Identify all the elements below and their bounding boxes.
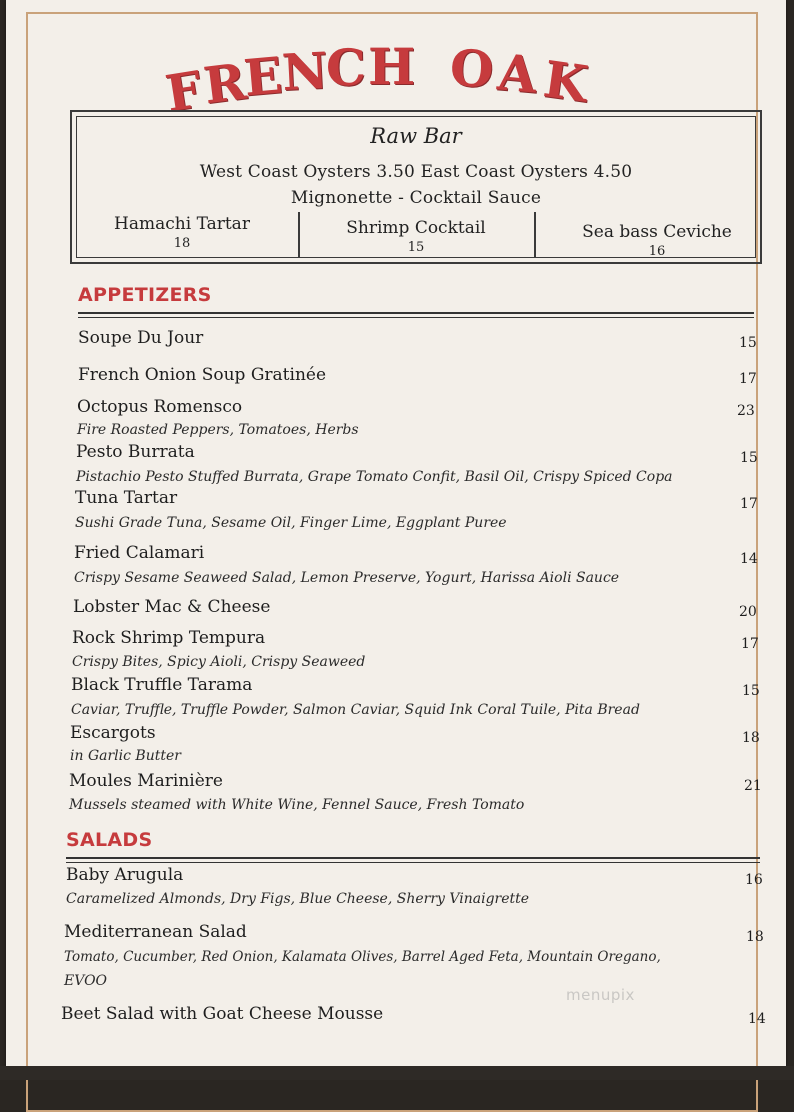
title-letter: R [200,51,250,116]
raw-bar-divider [298,212,300,258]
raw-bar-item-name: Sea bass Ceviche [582,222,732,242]
title-letter: O [448,37,496,100]
dish-price: 21 [744,778,762,794]
dish-name: French Onion Soup Gratinée [78,365,327,385]
raw-bar-item-price: 15 [407,240,425,255]
salads-heading: SALADS [66,829,153,851]
dish-price: 15 [742,683,760,699]
dish-description: Tomato, Cucumber, Red Onion, Kalamata Olives, Barrel Aged Feta, Mountain Oregano, [64,949,661,965]
dish-name: Octopus Romensco [77,397,243,417]
salads-rule [66,857,760,863]
raw-bar-item-price: 18 [173,236,191,251]
appetizers-rule [78,312,754,318]
dish-price: 17 [741,636,759,652]
dish-price: 23 [737,403,755,419]
dish-price: 14 [748,1011,766,1027]
dish-name: Soupe Du Jour [78,328,204,348]
dish-description: Mussels steamed with White Wine, Fennel Sauce, Fresh Tomato [69,797,525,813]
dish-price: 15 [739,335,757,351]
raw-bar-box [70,110,762,264]
title-letter: F [161,59,206,124]
appetizers-heading: APPETIZERS [78,284,212,306]
dish-name: Baby Arugula [66,865,184,885]
dish-price: 15 [740,450,758,466]
title-letter: H [368,37,416,96]
dish-name: Mediterranean Salad [64,922,247,942]
dish-price: 18 [746,929,764,945]
dish-description: Fire Roasted Peppers, Tomatoes, Herbs [77,422,359,438]
title-letter: E [241,45,285,108]
dish-description: Caramelized Almonds, Dry Figs, Blue Cheese, Sherry Vinaigrette [66,891,530,907]
raw-bar-title: Raw Bar [370,124,462,148]
dish-description: Caviar, Truffle, Truffle Powder, Salmon Caviar, Squid Ink Coral Tuile, Pita Bread [71,702,640,718]
title-letter: A [495,42,540,105]
dish-name: Rock Shrimp Tempura [72,628,266,648]
dish-name: Lobster Mac & Cheese [73,597,271,617]
dish-description: in Garlic Butter [70,748,181,764]
raw-bar-item [326,218,506,255]
dish-name: Beet Salad with Goat Cheese Mousse [61,1004,384,1024]
dish-name: Black Truffle Tarama [71,675,253,695]
raw-bar-sauces: Mignonette - Cocktail Sauce [290,188,542,208]
dish-description: Crispy Sesame Seaweed Salad, Lemon Preserve, Yogurt, Harissa Aioli Sauce [74,570,620,586]
dish-name: Fried Calamari [74,543,205,563]
dish-description: Crispy Bites, Spicy Aioli, Crispy Seaweed [72,654,366,670]
dish-name: Tuna Tartar [75,488,178,508]
raw-bar-item-name: Hamachi Tartar [114,214,250,234]
dish-price: 18 [742,730,760,746]
dish-price: 17 [740,496,758,512]
dish-description: Sushi Grade Tuna, Sesame Oil, Finger Lime, Eggplant Puree [75,515,507,531]
table-surface [0,1066,794,1080]
dish-name: Escargots [70,723,156,743]
raw-bar-oysters: West Coast Oysters 3.50 East Coast Oysters 4.50 [199,162,633,182]
title-letter: C [325,37,367,98]
dish-price: 20 [739,604,757,620]
dish-price: 14 [740,551,758,567]
raw-bar-divider [534,212,536,258]
dish-price: 17 [739,371,757,387]
title-letter: N [280,40,330,103]
dish-name: Moules Marinière [69,771,223,791]
title-letter: K [540,49,592,114]
raw-bar-item-price: 16 [648,244,666,259]
dish-name: Pesto Burrata [76,442,195,462]
dish-description: Pistachio Pesto Stuffed Burrata, Grape Tomato Confit, Basil Oil, Crispy Spiced Copa [76,469,673,485]
raw-bar-item [562,222,752,259]
raw-bar-item-name: Shrimp Cocktail [346,218,486,238]
dish-price: 16 [745,872,763,888]
dish-description-continued: EVOO [64,973,108,989]
watermark: menupix [566,986,635,1004]
restaurant-title [0,18,794,124]
raw-bar-item [92,214,272,251]
